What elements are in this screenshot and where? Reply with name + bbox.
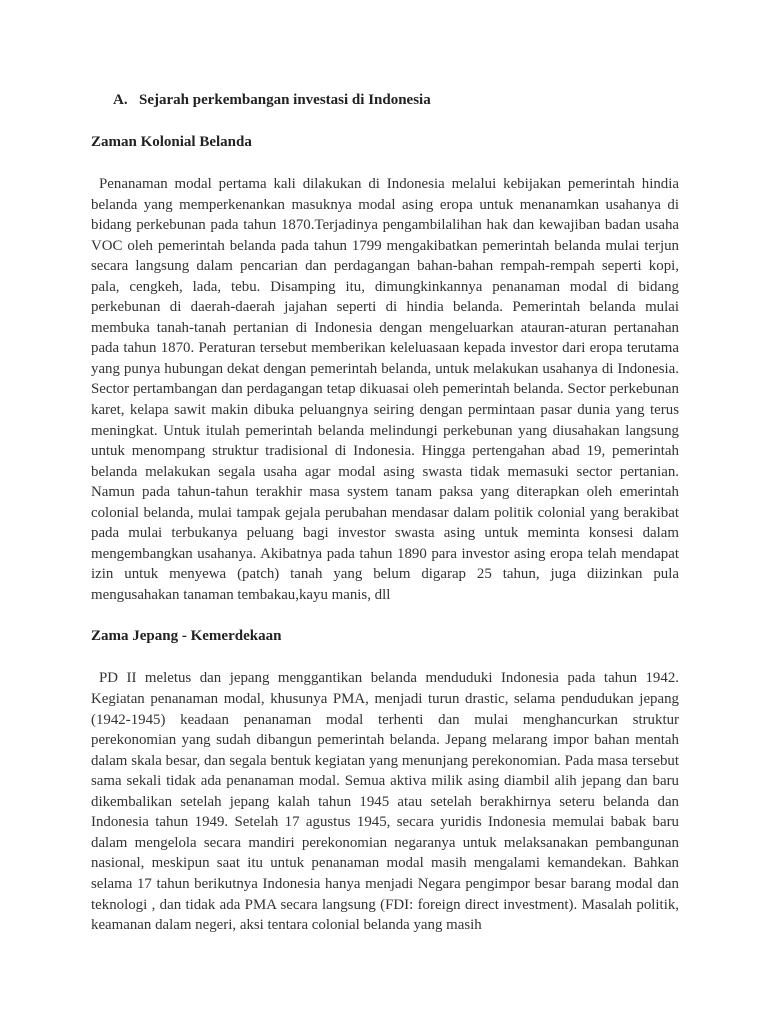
section-title <box>113 90 679 110</box>
paragraph-jepang-kemerdekaan: PD II meletus dan jepang menggantikan belanda menduduki Indonesia pada tahun 1942. Kegiatan penanaman modal, khusunya PMA, menjadi turun drastic, selama pendudukan jepang (1942-1945) keadaan penanaman modal terhenti dan mulai menghancurkan struktur perekonomian yang sudah dibangun pemerintah belanda. Jepang melarang impor bahan mentah dalam skala besar, dan segala bentuk kegiatan yang menunjang perekonomian. Pada masa tersebut sama sekali tidak ada penanaman modal. Semua aktiva milik asing diambil alih jepang dan baru dikembalikan setelah jepang kalah tahun 1945 atau setelah berakhirnya seteru belanda dan Indonesia tahun 1949. Setelah 17 agustus 1945, secara yuridis Indonesia memulai babak baru dalam mengelola secara mandiri perekonomian negaranya untuk melaksanakan pembangunan nasional, meskipun saat itu untuk penanaman modal masih mengalami kemandekan. Bahkan selama 17 tahun berikutnya Indonesia hanya menjadi Negara pengimpor besar barang modal dan teknologi , dan tidak ada PMA secara langsung (FDI: foreign direct investment). Masalah politik, keamanan dalam negeri, aksi tentara colonial belanda yang masih <box>91 670 679 934</box>
document-page <box>91 90 679 957</box>
section-title-text: Sejarah perkembangan investasi di Indonesia <box>139 92 431 108</box>
heading-zaman-kolonial-belanda: Zaman Kolonial Belanda <box>91 134 252 150</box>
paragraph-kolonial-belanda: Penanaman modal pertama kali dilakukan di Indonesia melalui kebijakan pemerintah hindia belanda yang memperkenankan masuknya modal asing eropa untuk menanamkan usahanya di bidang perkebunan pada tahun 1870.Terjadinya pengambilalihan hak dan kewajiban badan usaha VOC oleh pemerintah belanda pada tahun 1799 mengakibatkan pemerintah belanda mulai terjun secara langsung dalam pencarian dan perdagangan bahan-bahan rempah-rempah seperti kopi, pala, cengkeh, lada, tebu. Disamping itu, dimungkinkannya penanaman modal di bidang perkebunan di daerah-daerah jajahan seperti di hindia belanda. Pemerintah belanda mulai membuka tanah-tanah pertanian di Indonesia dengan mengeluarkan atauran-aturan pertanahan pada tahun 1870. Peraturan tersebut memberikan keleluasaan kepada investor dari eropa terutama yang punya hubungan dekat dengan pemerintah belanda, untuk melakukan usahanya di Indonesia. Sector pertambangan dan perdagangan tetap dikuasai oleh pemerintah belanda. Sector perkebunan karet, kelapa sawit makin dibuka peluangnya seiring dengan permintaan pasar dunia yang terus meningkat. Untuk itulah pemerintah belanda melindungi perkebunan yang diusahakan langsung untuk menompang struktur tradisional di Indonesia. Hingga pertengahan abad 19, pemerintah belanda melakukan segala usaha agar modal asing swasta tidak memasuki sector pertanian. Namun pada tahun-tahun terakhir masa system tanam paksa yang diterapkan oleh emerintah colonial belanda, mulai tampak gejala perubahan mendasar dalam politik colonial yang berakibat pada mulai terbukanya peluang bagi investor swasta asing untuk meminta konsesi dalam mengembangkan usahanya. Akibatnya pada tahun 1890 para investor asing eropa telah mendapat izin untuk menyewa (patch) tanah yang belum digarap 25 tahun, juga diizinkan pula mengusahakan tanaman tembakau,kayu manis, dll <box>91 176 679 603</box>
section-marker: A. <box>113 92 128 108</box>
heading-zaman-jepang-kemerdekaan: Zama Jepang - Kemerdekaan <box>91 628 282 645</box>
